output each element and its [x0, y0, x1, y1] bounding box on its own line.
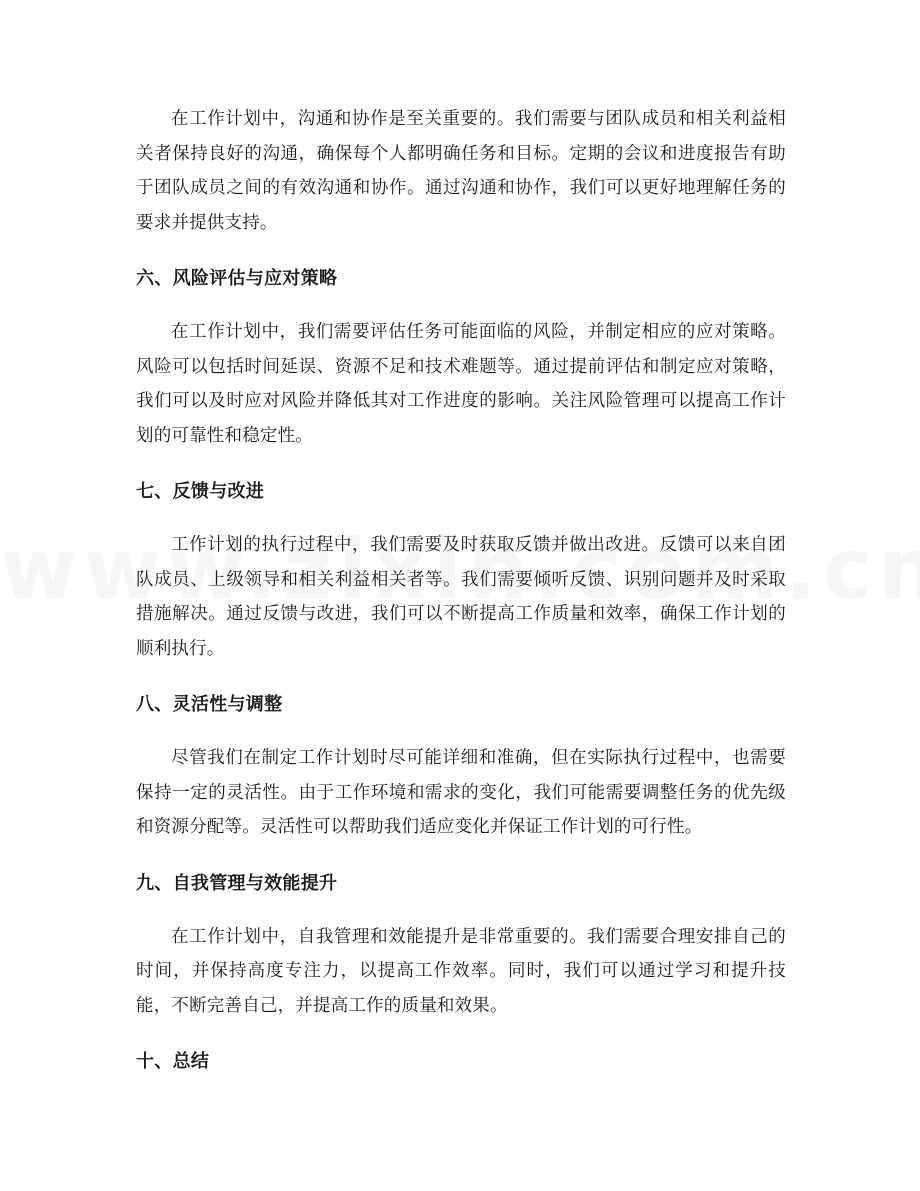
heading-flexibility: 八、灵活性与调整: [136, 694, 283, 715]
paragraph-self-management: 在工作计划中，自我管理和效能提升是非常重要的。我们需要合理安排自己的时间，并保持高度专注力，以提高工作效率。同时，我们可以通过学习和提升技能，不断完善自己，并提高工作的质量和效果。: [136, 926, 786, 1016]
paragraph-flexibility: 尽管我们在制定工作计划时尽可能详细和准确，但在实际执行过程中，也需要保持一定的灵活性。由于工作环境和需求的变化，我们可能需要调整任务的优先级和资源分配等。灵活性可以帮助我们适应变化并保证工作计划的可行性。: [136, 748, 786, 837]
document-body: [136, 102, 786, 1076]
paragraph-risk-assessment: 在工作计划中，我们需要评估任务可能面临的风险，并制定相应的应对策略。风险可以包括时间延误、资源不足和技术难题等。通过提前评估和制定应对策略，我们可以及时应对风险并降低其对工作进度的影响。关注风险管理可以提高工作计划的可靠性和稳定性。: [136, 322, 786, 446]
heading-self-management: 九、自我管理与效能提升: [136, 872, 338, 894]
heading-feedback: 七、反馈与改进: [136, 481, 265, 502]
paragraph-feedback: 工作计划的执行过程中，我们需要及时获取反馈并做出改进。反馈可以来自团队成员、上级领导和相关利益相关者等。我们需要倾听反馈、识别问题并及时采取措施解决。通过反馈与改进，我们可以不断提高工作质量和效率，确保工作计划的顺利执行。: [136, 535, 786, 659]
paragraph-communication: 在工作计划中，沟通和协作是至关重要的。我们需要与团队成员和相关利益相关者保持良好的沟通，确保每个人都明确任务和目标。定期的会议和进度报告有助于团队成员之间的有效沟通和协作。通过沟通和协作，我们可以更好地理解任务的要求并提供支持。: [136, 109, 786, 233]
heading-risk-assessment: 六、风险评估与应对策略: [136, 268, 338, 289]
heading-summary: 十、总结: [136, 1051, 210, 1072]
